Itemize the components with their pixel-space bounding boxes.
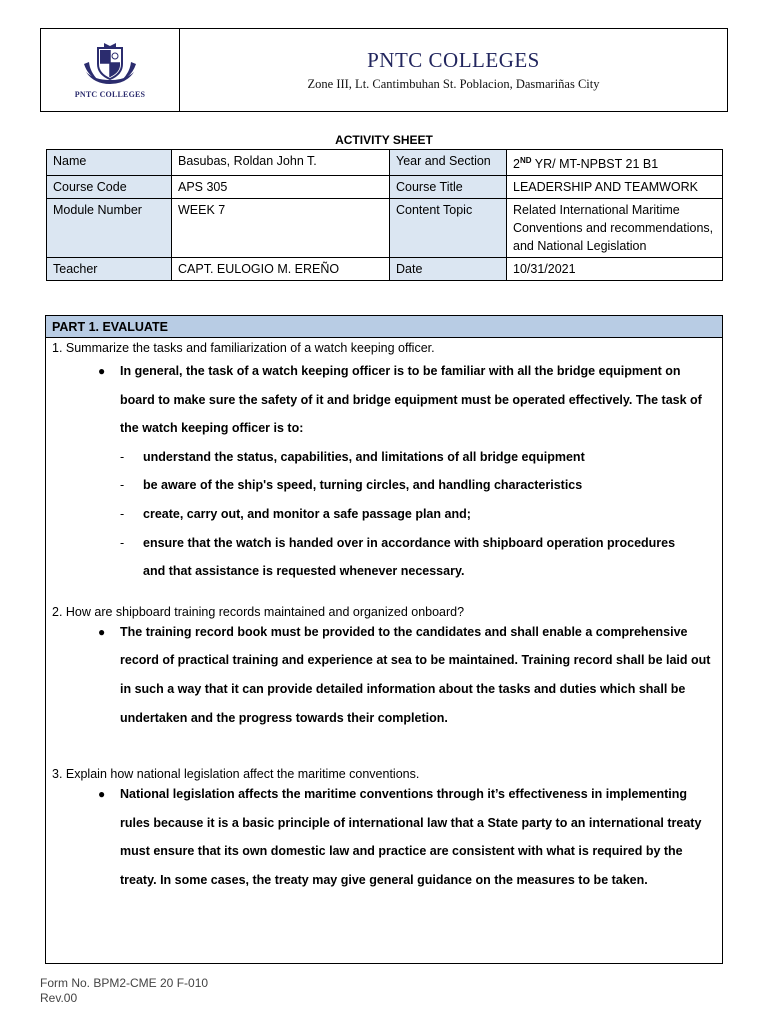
teacher-label: Teacher <box>47 258 172 281</box>
year-suffix: ND <box>519 156 532 165</box>
year-number: 2 <box>513 157 520 172</box>
answer-2 <box>46 618 722 732</box>
content-topic-label: Content Topic <box>390 199 507 258</box>
list-item-text: create, carry out, and monitor a safe passage plan and; <box>143 506 471 521</box>
list-item <box>46 500 722 529</box>
table-row <box>47 176 723 199</box>
student-info-table <box>46 149 723 281</box>
name-value: Basubas, Roldan John T. <box>172 150 390 176</box>
year-section-value <box>507 150 723 176</box>
form-number: Form No. BPM2-CME 20 F-010 <box>40 976 209 990</box>
document-header <box>40 28 728 112</box>
date-label: Date <box>390 258 507 281</box>
dash-icon: - <box>120 478 125 493</box>
list-item <box>46 471 722 500</box>
list-item <box>46 529 722 558</box>
table-row <box>47 258 723 281</box>
document-footer <box>40 976 208 1006</box>
name-label: Name <box>47 150 172 176</box>
list-item-text: be aware of the ship's speed, turning circles, and handling characteristics <box>143 478 583 493</box>
sheet-title: ACTIVITY SHEET <box>335 133 433 147</box>
bullet-icon: ● <box>98 364 106 378</box>
course-title-value: LEADERSHIP AND TEAMWORK <box>507 176 723 199</box>
logo-cell <box>41 29 180 111</box>
bullet-icon: ● <box>98 787 106 802</box>
course-code-value: APS 305 <box>172 176 390 199</box>
list-item-text: ensure that the watch is handed over in accordance with shipboard operation procedures <box>143 535 676 550</box>
question-3: 3. Explain how national legislation affect the maritime conventions. <box>52 767 420 782</box>
part1-box <box>45 315 723 964</box>
dash-icon: - <box>120 449 125 464</box>
college-name: PNTC COLLEGES <box>367 48 540 72</box>
part1-heading: PART 1. EVALUATE <box>46 316 722 338</box>
college-seal-logo <box>80 42 140 86</box>
revision: Rev.00 <box>40 991 78 1005</box>
answer-1-intro <box>46 357 722 443</box>
answer-3-text: National legislation affects the maritime conventions through it’s effectiveness in implementing rules because it is a basic principle of international law that a State party to an international treaty must ensure that its own domestic law and practice are consistent with what is required by the treaty. In some cases, the treaty may give general guidance on the measures to be taken. <box>120 787 702 887</box>
teacher-value: CAPT. EULOGIO M. EREÑO <box>172 258 390 281</box>
answer-3 <box>46 780 722 894</box>
table-row <box>47 150 723 176</box>
question-1: 1. Summarize the tasks and familiarization of a watch keeping officer. <box>52 341 435 355</box>
question-2: 2. How are shipboard training records maintained and organized onboard? <box>52 604 465 619</box>
module-number-label: Module Number <box>47 199 172 258</box>
course-title-label: Course Title <box>390 176 507 199</box>
title-cell <box>180 29 727 111</box>
answer-2-text: The training record book must be provided to the candidates and shall enable a comprehensive record of practical training and experience at sea to be maintained. Training record shall be laid out in such a way that it can provide detailed information about the tasks and duties which shall be undertaken and the progress towards their completion. <box>120 624 711 725</box>
year-section-label: Year and Section <box>390 150 507 176</box>
date-value: 10/31/2021 <box>507 258 723 281</box>
dash-icon: - <box>120 506 125 521</box>
module-number-value: WEEK 7 <box>172 199 390 258</box>
dash-icon: - <box>120 535 125 550</box>
college-address: Zone III, Lt. Cantimbuhan St. Poblacion, Dasmariñas City <box>307 77 600 91</box>
content-topic-value: Related International Maritime Conventions and recommendations, and National Legislation <box>507 199 723 258</box>
logo-caption: PNTC COLLEGES <box>74 89 146 99</box>
course-code-label: Course Code <box>47 176 172 199</box>
bullet-icon: ● <box>98 624 106 639</box>
list-item-text: understand the status, capabilities, and limitations of all bridge equipment <box>143 449 585 464</box>
table-row <box>47 199 723 258</box>
answer-1-intro-text: In general, the task of a watch keeping officer is to be familiar with all the bridge equipment on board to make sure the safety of it and bridge equipment must be operated effectively. The task of the watch keeping officer is to: <box>120 364 702 436</box>
year-rest: YR/ MT-NPBST 21 B1 <box>531 157 659 172</box>
list-item <box>46 443 722 472</box>
answer-1-continuation: and that assistance is requested whenever necessary. <box>143 564 465 579</box>
